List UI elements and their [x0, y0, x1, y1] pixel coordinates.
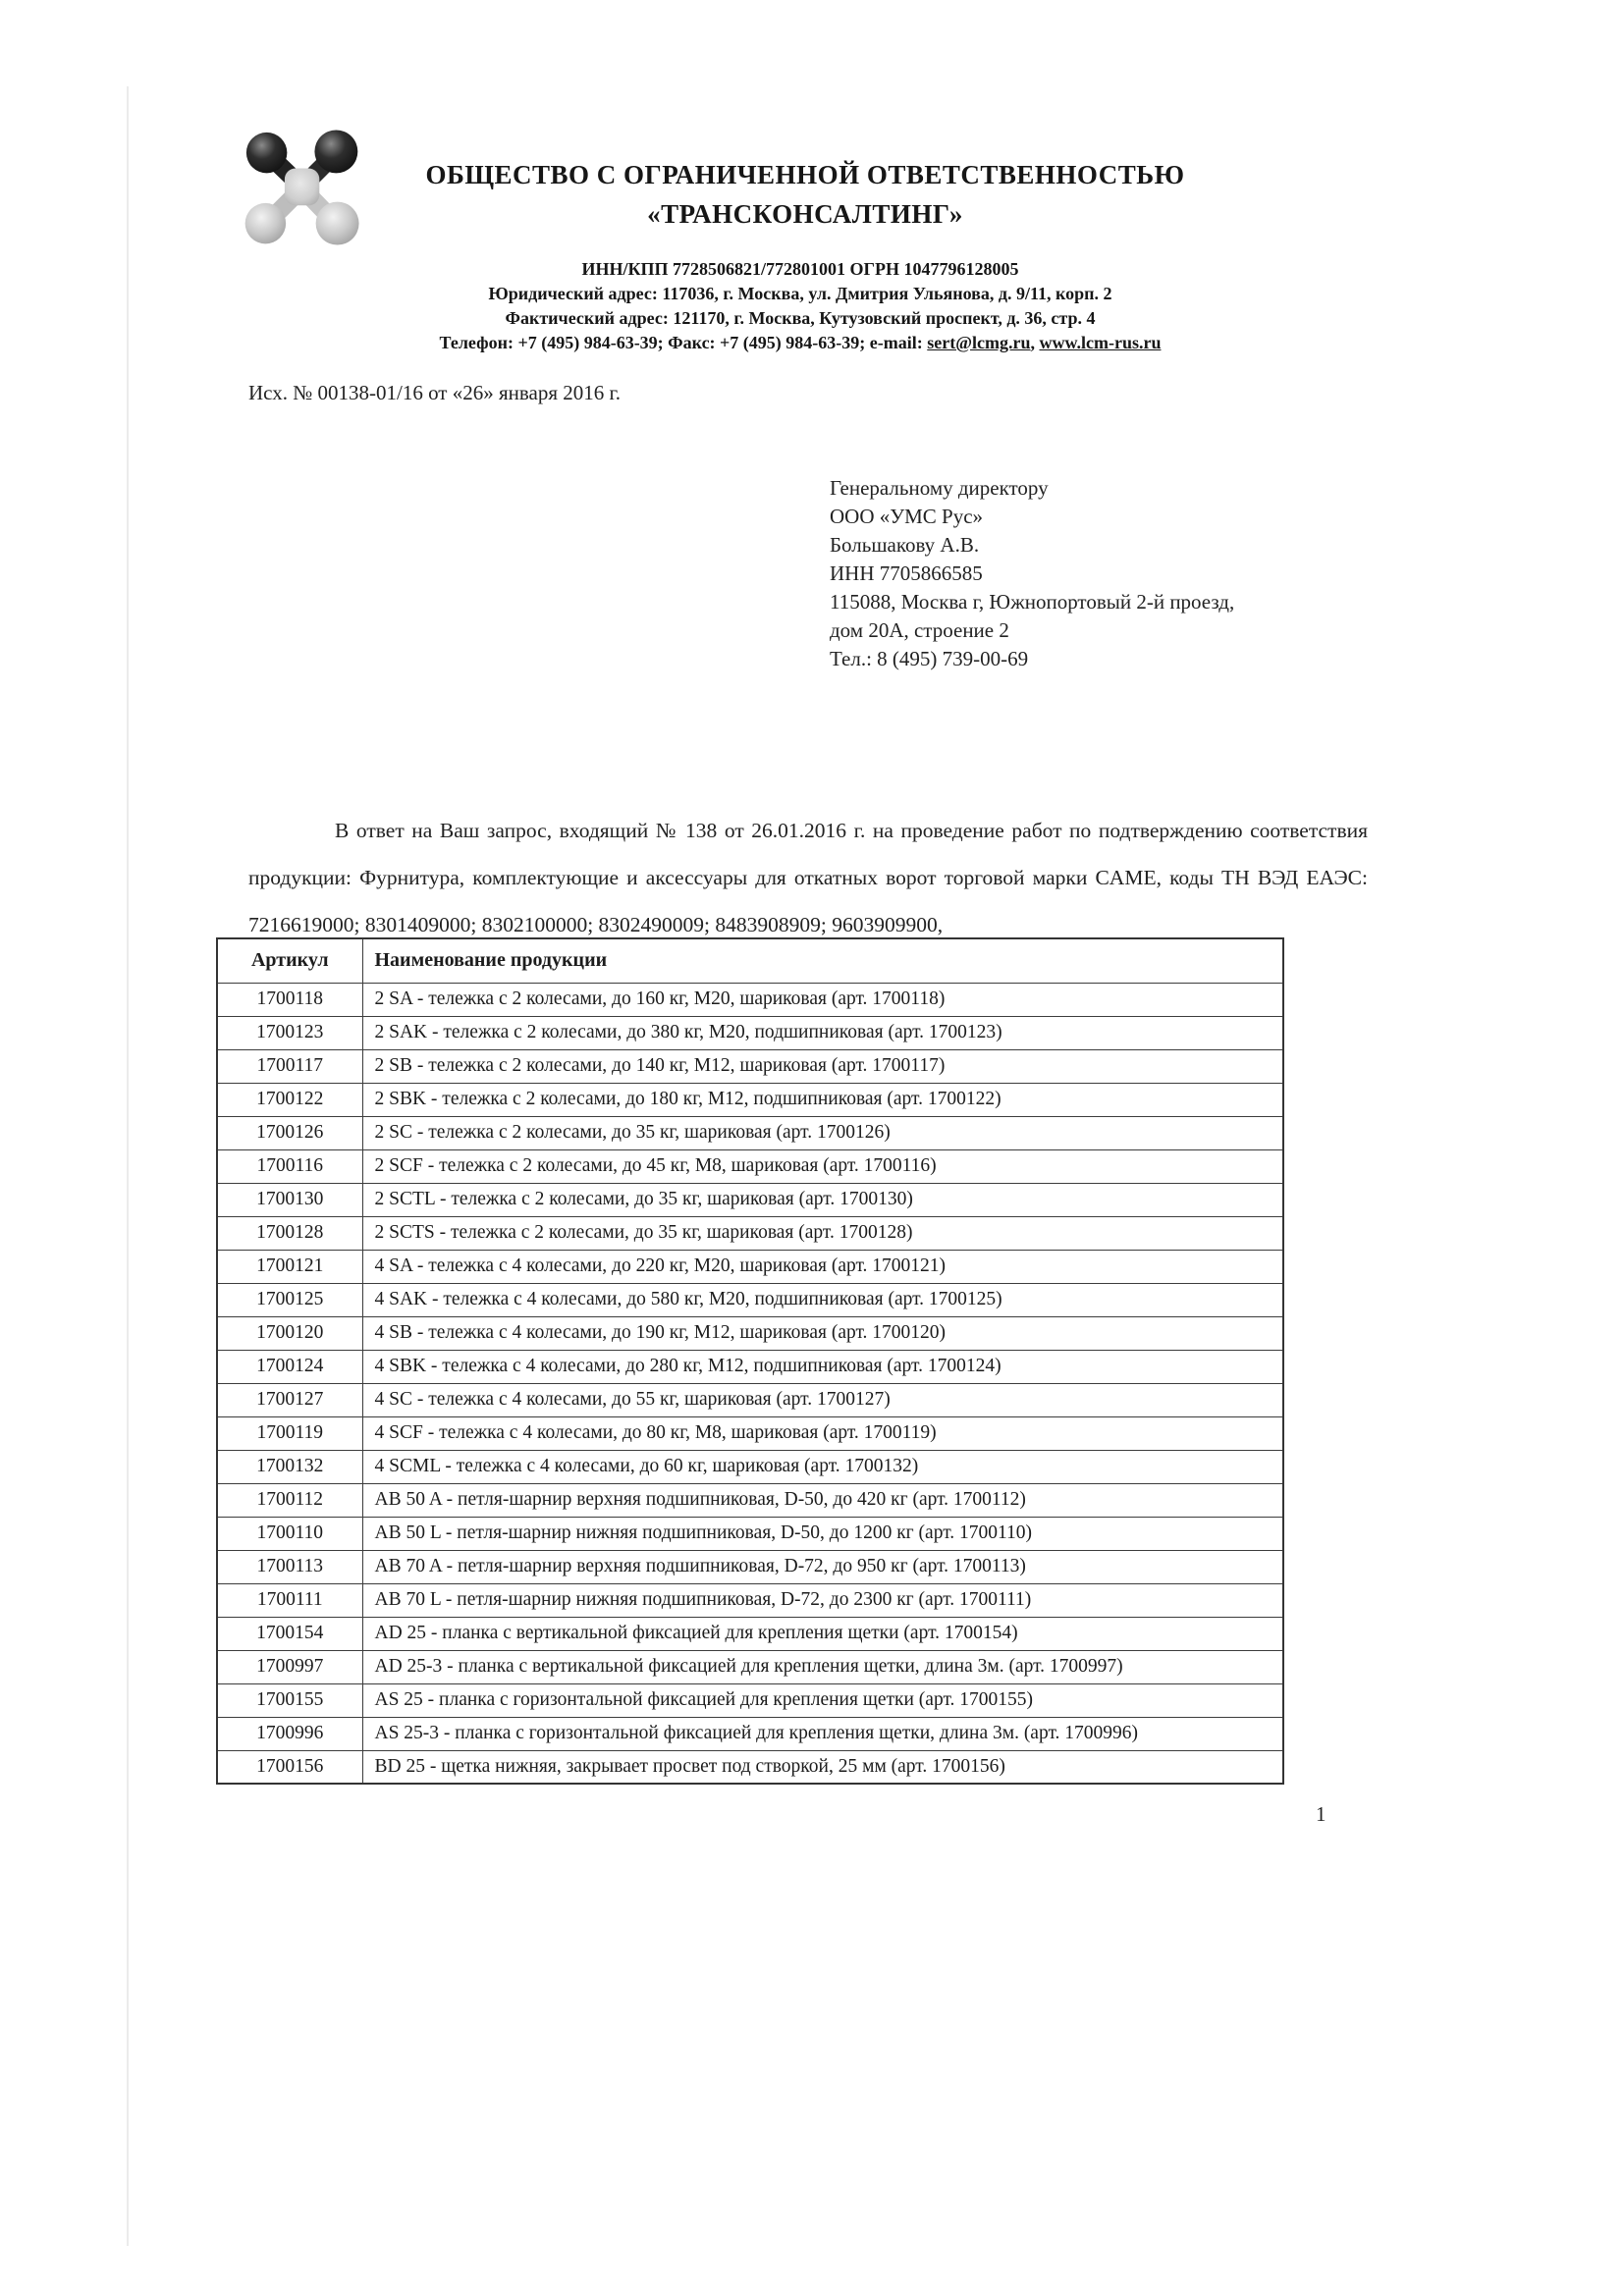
article-cell: 1700125: [217, 1283, 362, 1316]
product-name-cell: 2 SA - тележка с 2 колесами, до 160 кг, М20, шариковая (арт. 1700118): [362, 983, 1283, 1016]
product-name-cell: 4 SAK - тележка с 4 колесами, до 580 кг, М20, подшипниковая (арт. 1700125): [362, 1283, 1283, 1316]
recipient-line: 115088, Москва г, Южнопортовый 2-й проезд,: [830, 590, 1235, 614]
table-row: [217, 1250, 1283, 1283]
table-row: [217, 1049, 1283, 1083]
article-cell: 1700126: [217, 1116, 362, 1149]
table-row: [217, 1350, 1283, 1383]
article-cell: 1700117: [217, 1049, 362, 1083]
products-table-body: [217, 983, 1283, 1784]
letter-body-paragraph: В ответ на Ваш запрос, входящий № 138 от 26.01.2016 г. на проведение работ по подтверждению соответствия продукции: Фурнитура, комплектующие и аксессуары для откатных ворот торговой марки CAME, коды ТН ВЭД ЕАЭС: 7216619000; 8301409000; 8302100000; 8302490009; 8483908909; 9603909900,: [248, 819, 1368, 936]
table-header-row: [217, 938, 1283, 983]
table-row: [217, 1283, 1283, 1316]
recipient-line: Большакову А.В.: [830, 533, 980, 557]
product-name-cell: 2 SC - тележка с 2 колесами, до 35 кг, шариковая (арт. 1700126): [362, 1116, 1283, 1149]
product-name-cell: AB 50 L - петля-шарнир нижняя подшипниковая, D-50, до 1200 кг (арт. 1700110): [362, 1517, 1283, 1550]
article-cell: 1700119: [217, 1416, 362, 1450]
page-number: 1: [1316, 1802, 1326, 1826]
contacts-line: [255, 331, 1345, 355]
recipient-line: Тел.: 8 (495) 739-00-69: [830, 647, 1029, 670]
product-name-cell: AS 25-3 - планка с горизонтальной фиксацией для крепления щетки, длина 3м. (арт. 1700996): [362, 1717, 1283, 1750]
product-name-cell: 4 SC - тележка с 4 колесами, до 55 кг, шариковая (арт. 1700127): [362, 1383, 1283, 1416]
table-row: [217, 1183, 1283, 1216]
company-logo: [242, 128, 361, 247]
table-row: [217, 1583, 1283, 1617]
table-row: [217, 1617, 1283, 1650]
product-name-cell: AD 25-3 - планка с вертикальной фиксацией для крепления щетки, длина 3м. (арт. 1700997): [362, 1650, 1283, 1683]
legal-address-line: Юридический адрес: 117036, г. Москва, ул. Дмитрия Ульянова, д. 9/11, корп. 2: [488, 284, 1112, 303]
product-name-cell: 4 SB - тележка с 4 колесами, до 190 кг, М12, шариковая (арт. 1700120): [362, 1316, 1283, 1350]
product-name-cell: 2 SCF - тележка с 2 колесами, до 45 кг, М8, шариковая (арт. 1700116): [362, 1149, 1283, 1183]
recipient-line: ИНН 7705866585: [830, 561, 983, 585]
article-cell: 1700124: [217, 1350, 362, 1383]
contacts-separator: ,: [1030, 333, 1040, 352]
table-row: [217, 1116, 1283, 1149]
product-name-cell: AB 70 A - петля-шарнир верхняя подшипниковая, D-72, до 950 кг (арт. 1700113): [362, 1550, 1283, 1583]
article-cell: 1700110: [217, 1517, 362, 1550]
article-cell: 1700127: [217, 1383, 362, 1416]
products-table-head: [217, 938, 1283, 983]
table-row: [217, 1083, 1283, 1116]
article-cell: 1700128: [217, 1216, 362, 1250]
article-cell: 1700112: [217, 1483, 362, 1517]
product-name-cell: AB 50 A - петля-шарнир верхняя подшипниковая, D-50, до 420 кг (арт. 1700112): [362, 1483, 1283, 1517]
company-name-line1: ОБЩЕСТВО С ОГРАНИЧЕННОЙ ОТВЕТСТВЕННОСТЬЮ: [425, 160, 1185, 189]
table-row: [217, 1216, 1283, 1250]
paper-edge-line: [127, 86, 129, 2246]
article-cell: 1700997: [217, 1650, 362, 1683]
product-name-cell: 4 SCML - тележка с 4 колесами, до 60 кг, шариковая (арт. 1700132): [362, 1450, 1283, 1483]
actual-address-line: Фактический адрес: 121170, г. Москва, Кутузовский проспект, д. 36, стр. 4: [505, 308, 1096, 328]
table-row: [217, 1683, 1283, 1717]
table-row: [217, 1316, 1283, 1350]
article-cell: 1700113: [217, 1550, 362, 1583]
company-name: [353, 155, 1257, 234]
product-name-cell: BD 25 - щетка нижняя, закрывает просвет под створкой, 25 мм (арт. 1700156): [362, 1750, 1283, 1784]
email-link[interactable]: sert@lcmg.ru: [927, 333, 1031, 352]
article-cell: 1700111: [217, 1583, 362, 1617]
table-row: [217, 1016, 1283, 1049]
table-row: [217, 1550, 1283, 1583]
product-name-column-header: Наименование продукции: [362, 938, 1283, 983]
outgoing-reference-line: Исх. № 00138-01/16 от «26» января 2016 г.: [248, 381, 621, 404]
inn-ogrn-line: ИНН/КПП 7728506821/772801001 ОГРН 1047796128005: [581, 259, 1019, 279]
product-name-cell: 4 SBK - тележка с 4 колесами, до 280 кг, М12, подшипниковая (арт. 1700124): [362, 1350, 1283, 1383]
article-cell: 1700132: [217, 1450, 362, 1483]
products-table: [216, 937, 1284, 1785]
article-cell: 1700116: [217, 1149, 362, 1183]
product-name-cell: 2 SCTL - тележка с 2 колесами, до 35 кг, шариковая (арт. 1700130): [362, 1183, 1283, 1216]
product-name-cell: 2 SAK - тележка с 2 колесами, до 380 кг, М20, подшипниковая (арт. 1700123): [362, 1016, 1283, 1049]
product-name-cell: AB 70 L - петля-шарнир нижняя подшипниковая, D-72, до 2300 кг (арт. 1700111): [362, 1583, 1283, 1617]
molecule-logo-icon: [242, 128, 361, 247]
recipient-line: Генеральному директору: [830, 476, 1049, 500]
article-cell: 1700120: [217, 1316, 362, 1350]
product-name-cell: 2 SCTS - тележка с 2 колесами, до 35 кг, шариковая (арт. 1700128): [362, 1216, 1283, 1250]
article-cell: 1700996: [217, 1717, 362, 1750]
article-cell: 1700123: [217, 1016, 362, 1049]
article-cell: 1700156: [217, 1750, 362, 1784]
recipient-block: [830, 474, 1234, 673]
article-cell: 1700155: [217, 1683, 362, 1717]
website-link[interactable]: www.lcm-rus.ru: [1039, 333, 1162, 352]
table-row: [217, 1149, 1283, 1183]
table-row: [217, 1650, 1283, 1683]
product-name-cell: 4 SCF - тележка с 4 колесами, до 80 кг, М8, шариковая (арт. 1700119): [362, 1416, 1283, 1450]
table-row: [217, 983, 1283, 1016]
company-name-line2: «ТРАНСКОНСАЛТИНГ»: [647, 199, 963, 229]
product-name-cell: 4 SA - тележка с 4 колесами, до 220 кг, М20, шариковая (арт. 1700121): [362, 1250, 1283, 1283]
table-row: [217, 1450, 1283, 1483]
product-name-cell: AS 25 - планка с горизонтальной фиксацией для крепления щетки (арт. 1700155): [362, 1683, 1283, 1717]
article-column-header: Артикул: [217, 938, 362, 983]
article-cell: 1700118: [217, 983, 362, 1016]
table-row: [217, 1483, 1283, 1517]
table-row: [217, 1416, 1283, 1450]
article-cell: 1700121: [217, 1250, 362, 1283]
table-row: [217, 1717, 1283, 1750]
recipient-line: ООО «УМС Рус»: [830, 505, 984, 528]
product-name-cell: 2 SB - тележка с 2 колесами, до 140 кг, М12, шариковая (арт. 1700117): [362, 1049, 1283, 1083]
product-name-cell: 2 SBK - тележка с 2 колесами, до 180 кг, М12, подшипниковая (арт. 1700122): [362, 1083, 1283, 1116]
table-row: [217, 1517, 1283, 1550]
recipient-line: дом 20А, строение 2: [830, 618, 1009, 642]
article-cell: 1700122: [217, 1083, 362, 1116]
product-name-cell: AD 25 - планка с вертикальной фиксацией для крепления щетки (арт. 1700154): [362, 1617, 1283, 1650]
contacts-prefix: Телефон: +7 (495) 984-63-39; Факс: +7 (495) 984-63-39; e-mail:: [439, 333, 928, 352]
article-cell: 1700154: [217, 1617, 362, 1650]
table-row: [217, 1750, 1283, 1784]
article-cell: 1700130: [217, 1183, 362, 1216]
company-requisites: [255, 257, 1345, 355]
table-row: [217, 1383, 1283, 1416]
